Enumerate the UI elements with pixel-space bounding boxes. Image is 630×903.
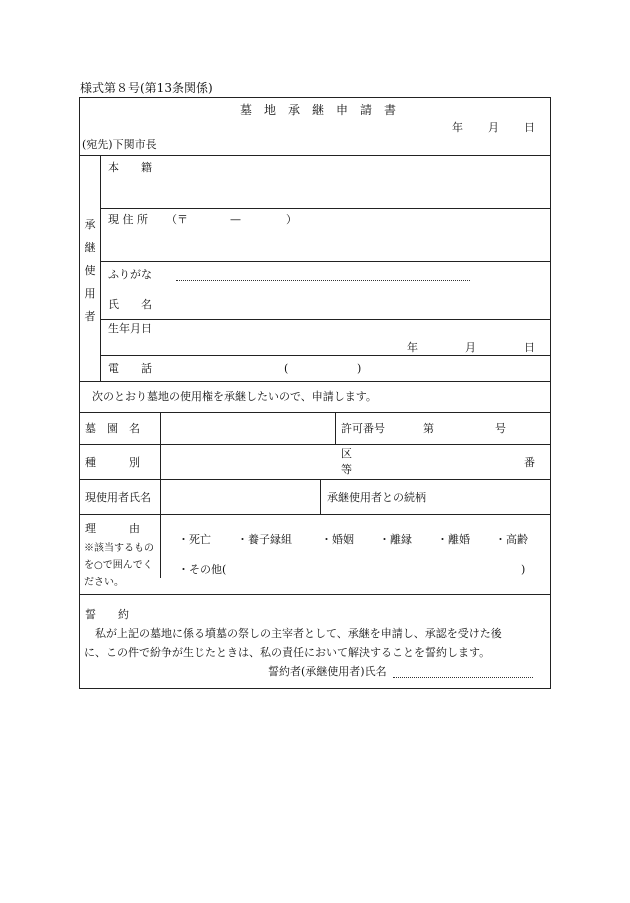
- reason-note-line: ※該当するもの: [84, 543, 154, 554]
- table-left-border: [79, 97, 80, 689]
- reason-option[interactable]: ・高齢: [495, 533, 528, 546]
- permit-dai: 第: [423, 422, 434, 435]
- divider-title: [79, 155, 551, 156]
- cemetery-label: 墓 園 名: [85, 422, 140, 435]
- birth-day: 日: [524, 341, 535, 354]
- reason-note-line: ださい。: [84, 577, 124, 588]
- birth-label: 生年月日: [108, 322, 152, 335]
- divider-statement: [79, 412, 551, 413]
- divider-name: [100, 319, 551, 320]
- birth-month: 月: [465, 341, 476, 354]
- postal-open: （〒: [166, 213, 188, 226]
- divider-address: [100, 261, 551, 262]
- permit-go: 号: [495, 422, 506, 435]
- birth-year: 年: [407, 341, 418, 354]
- form-title: 墓 地 承 継 申 請 書: [240, 103, 397, 117]
- current-user-label: 現使用者氏名: [85, 491, 151, 504]
- side-char: 継: [84, 241, 96, 254]
- side-char: 承: [84, 218, 96, 231]
- divider-kind: [79, 479, 551, 480]
- permit-label: 許可番号: [341, 422, 385, 435]
- reason-option[interactable]: ・離縁: [379, 533, 412, 546]
- side-char: 者: [84, 310, 96, 323]
- divider-current-user: [79, 514, 551, 515]
- date-day: 日: [524, 121, 535, 134]
- addressee: (宛先)下関市長: [82, 138, 157, 151]
- successor-side-divider: [100, 155, 101, 381]
- honseki-label: 本 籍: [108, 161, 152, 174]
- kind-to: 等: [341, 463, 352, 476]
- phone-close: ): [357, 362, 362, 375]
- kind-label: 種 別: [85, 456, 140, 469]
- name-label: 氏 名: [108, 298, 152, 311]
- kind-ku: 区: [341, 447, 352, 460]
- divider-cemetery: [79, 444, 551, 445]
- kind-ban: 番: [524, 456, 535, 469]
- statement: 次のとおり墓地の使用権を承継したいので、申請します。: [92, 390, 377, 403]
- table-right-border: [550, 97, 551, 689]
- side-char: 使: [84, 264, 96, 277]
- furigana-line: [176, 280, 470, 281]
- reason-option[interactable]: ・離婚: [437, 533, 470, 546]
- address-label: 現 住 所: [108, 213, 148, 226]
- reason-option[interactable]: ・死亡: [178, 533, 211, 546]
- reason-label: 理 由: [85, 522, 140, 535]
- relation-label: 承継使用者との続柄: [327, 491, 426, 504]
- form-number: 様式第８号(第13条関係): [80, 81, 213, 95]
- oath-line-1: 私が上記の墓地に係る墳墓の祭しの主宰者として、承継を申請し、承認を受けた後: [84, 627, 502, 640]
- successor-side-label: [80, 213, 100, 328]
- phone-open: (: [284, 362, 289, 375]
- oath-line-2: に、この件で紛争が生じたときは、私の責任において解決することを誓約します。: [84, 646, 491, 659]
- divider-successor: [79, 381, 551, 382]
- reason-note-line: を○で囲んでく: [84, 560, 153, 571]
- divider-reason: [79, 594, 551, 595]
- phone-label: 電 話: [108, 362, 152, 375]
- divider-birth: [100, 355, 551, 356]
- oath-signature-line: [393, 677, 533, 678]
- cemetery-permit-divider: [335, 412, 336, 444]
- table-top-border: [79, 97, 551, 98]
- date-year: 年: [452, 121, 463, 134]
- table-bottom-border: [79, 688, 551, 689]
- current-user-divider: [320, 479, 321, 514]
- reason-other-close: ): [521, 563, 526, 576]
- furigana-label: ふりがな: [108, 268, 152, 281]
- oath-label: 誓 約: [85, 608, 129, 621]
- reason-option[interactable]: ・養子縁組: [237, 533, 292, 546]
- oath-signature-label: 誓約者(承継使用者)氏名: [268, 665, 387, 678]
- divider-honseki: [100, 208, 551, 209]
- cemetery-label-divider: [160, 412, 161, 578]
- reason-other[interactable]: ・その他(: [178, 563, 227, 576]
- postal-dash: —: [230, 213, 241, 226]
- side-char: 用: [84, 287, 96, 300]
- postal-close: ）: [286, 213, 297, 226]
- date-month: 月: [488, 121, 499, 134]
- reason-note: [84, 540, 154, 591]
- reason-option[interactable]: ・婚姻: [321, 533, 354, 546]
